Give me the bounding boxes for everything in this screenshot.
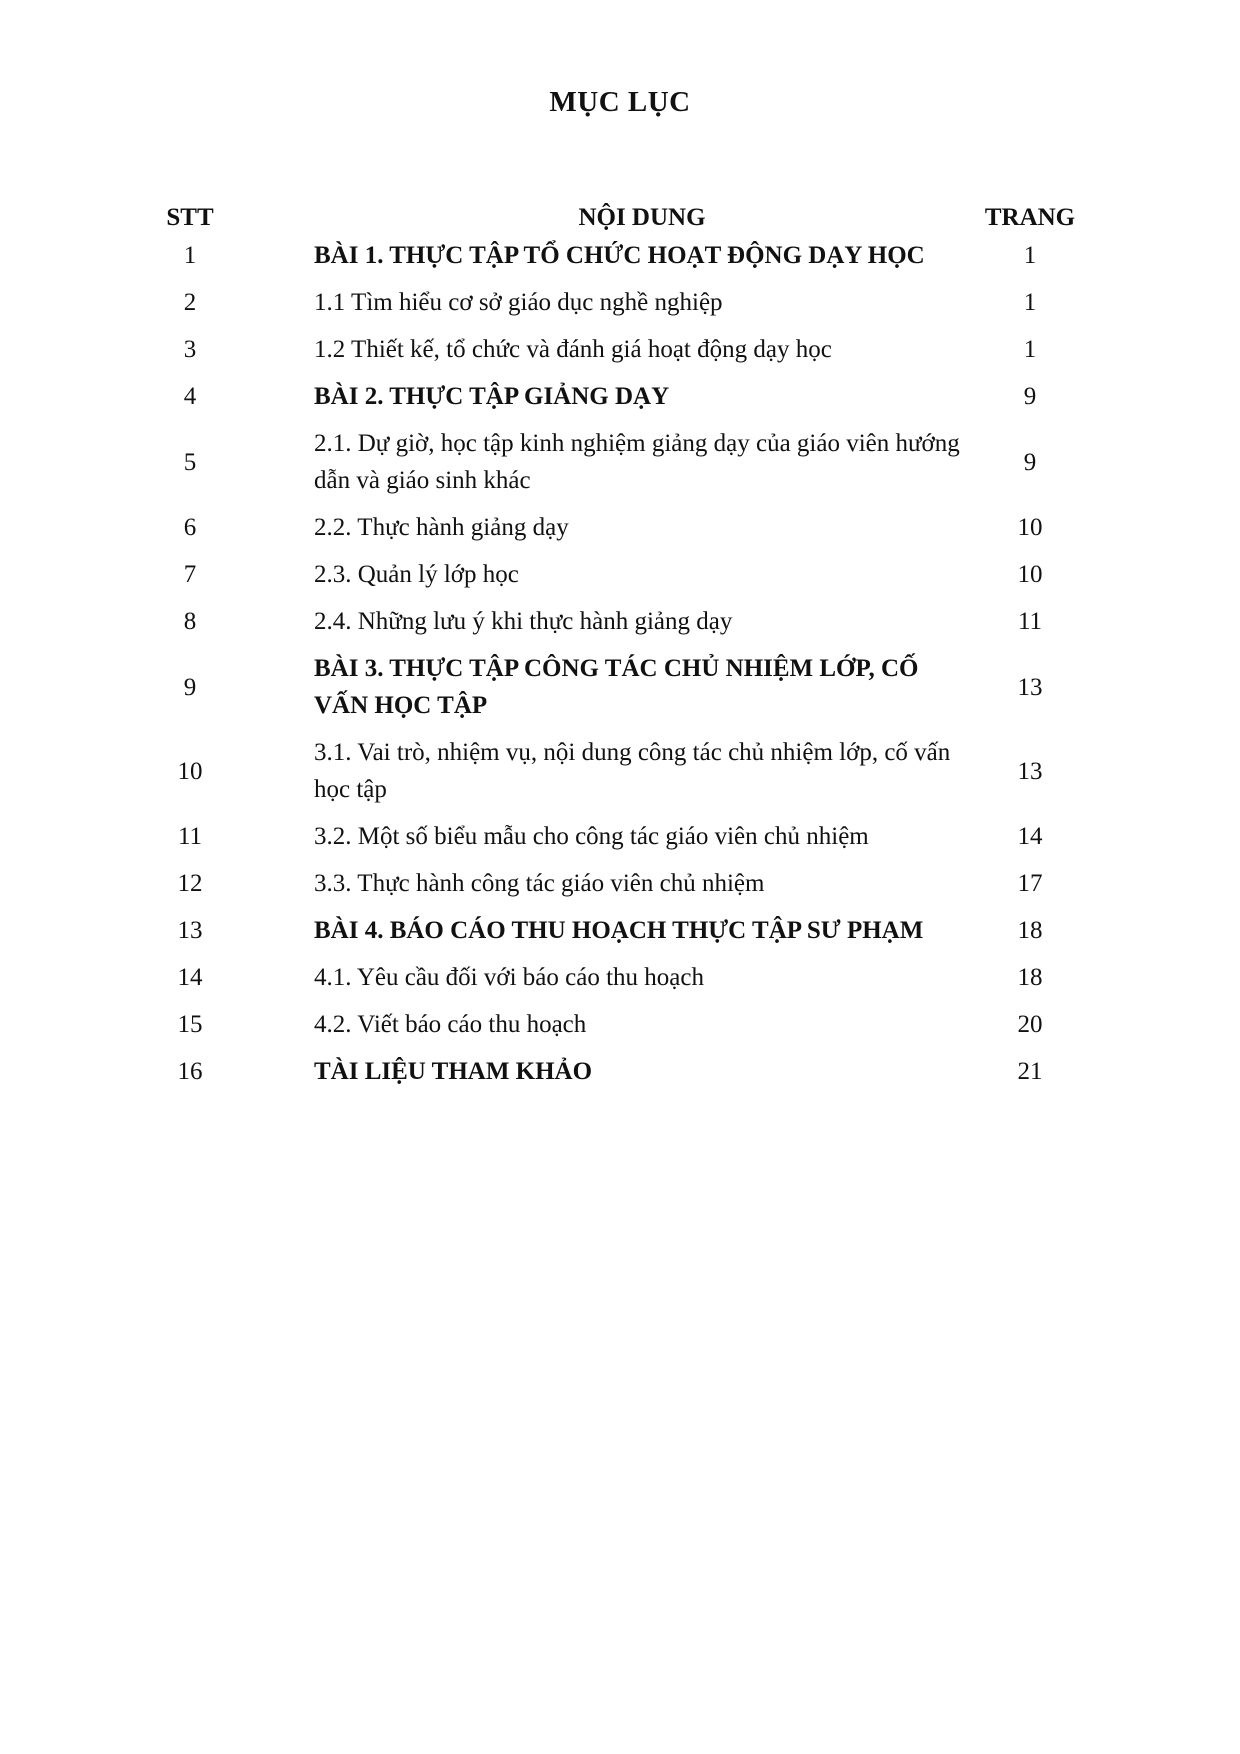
- row-content: BÀI 4. BÁO CÁO THU HOẠCH THỰC TẬP SƯ PHẠM: [314, 917, 924, 944]
- row-page: 18: [1017, 917, 1043, 944]
- toc-row: [150, 729, 1090, 813]
- header-stt: STT: [166, 204, 214, 231]
- row-stt: 11: [177, 823, 203, 850]
- row-content: TÀI LIỆU THAM KHẢO: [314, 1058, 593, 1085]
- row-content: 4.1. Yêu cầu đối với báo cáo thu hoạch: [314, 964, 704, 991]
- toc-row: [150, 1048, 1090, 1095]
- toc-row: [150, 326, 1090, 373]
- row-stt: 9: [183, 673, 197, 701]
- row-content: 3.2. Một số biểu mẫu cho công tác giáo viên chủ nhiệm: [314, 823, 869, 850]
- row-content: 3.3. Thực hành công tác giáo viên chủ nhiệm: [314, 870, 765, 897]
- row-stt: 4: [183, 383, 197, 410]
- row-content: 2.1. Dự giờ, học tập kinh nghiệm giảng dạy của giáo viên hướng dẫn và giáo sinh khác: [314, 430, 960, 494]
- row-page: 14: [1017, 823, 1043, 850]
- header-content: NỘI DUNG: [578, 204, 706, 231]
- toc-row: [150, 373, 1090, 420]
- row-stt: 8: [183, 608, 197, 635]
- row-page: 18: [1017, 964, 1043, 991]
- row-stt: 13: [177, 917, 203, 944]
- row-page: 10: [1017, 514, 1043, 541]
- row-page: 13: [1017, 673, 1043, 701]
- row-stt: 15: [177, 1011, 203, 1038]
- toc-header-row: [150, 200, 1090, 232]
- row-page: 1: [1023, 242, 1037, 269]
- row-page: 13: [1017, 757, 1043, 785]
- row-stt: 10: [177, 757, 203, 785]
- row-page: 1: [1023, 336, 1037, 363]
- toc-row: [150, 279, 1090, 326]
- row-stt: 1: [183, 242, 197, 269]
- toc-row: [150, 860, 1090, 907]
- row-stt: 3: [183, 336, 197, 363]
- row-stt: 14: [177, 964, 203, 991]
- row-content: 2.4. Những lưu ý khi thực hành giảng dạy: [314, 608, 733, 635]
- table-of-contents: [150, 200, 1090, 1095]
- row-page: 21: [1017, 1058, 1043, 1085]
- toc-row: [150, 1001, 1090, 1048]
- toc-row: [150, 907, 1090, 954]
- row-content: BÀI 1. THỰC TẬP TỔ CHỨC HOẠT ĐỘNG DẠY HỌC: [314, 242, 925, 269]
- row-content: 1.2 Thiết kế, tổ chức và đánh giá hoạt động dạy học: [314, 336, 832, 363]
- row-page: 1: [1023, 289, 1037, 316]
- row-page: 11: [1017, 608, 1043, 635]
- row-content: 2.2. Thực hành giảng dạy: [314, 514, 569, 541]
- toc-row: [150, 645, 1090, 729]
- row-stt: 7: [183, 561, 197, 588]
- header-page: TRANG: [984, 204, 1076, 231]
- row-page: 20: [1017, 1011, 1043, 1038]
- row-stt: 12: [177, 870, 203, 897]
- toc-row: [150, 420, 1090, 504]
- row-stt: 5: [183, 448, 197, 476]
- row-stt: 2: [183, 289, 197, 316]
- row-content: BÀI 3. THỰC TẬP CÔNG TÁC CHỦ NHIỆM LỚP, CỐ VẤN HỌC TẬP: [314, 655, 919, 719]
- row-content: BÀI 2. THỰC TẬP GIẢNG DẠY: [314, 383, 670, 410]
- toc-row: [150, 598, 1090, 645]
- row-page: 10: [1017, 561, 1043, 588]
- row-stt: 16: [177, 1058, 203, 1085]
- row-stt: 6: [183, 514, 197, 541]
- toc-row: [150, 813, 1090, 860]
- row-content: 1.1 Tìm hiểu cơ sở giáo dục nghề nghiệp: [314, 289, 723, 316]
- toc-body: [150, 232, 1090, 1095]
- toc-row: [150, 504, 1090, 551]
- row-page: 17: [1017, 870, 1043, 897]
- toc-row: [150, 551, 1090, 598]
- row-page: 9: [1023, 448, 1037, 476]
- toc-row: [150, 954, 1090, 1001]
- page-title: MỤC LỤC: [549, 86, 691, 118]
- row-content: 2.3. Quản lý lớp học: [314, 561, 519, 588]
- row-content: 4.2. Viết báo cáo thu hoạch: [314, 1011, 587, 1038]
- row-page: 9: [1023, 383, 1037, 410]
- toc-row: [150, 232, 1090, 279]
- row-content: 3.1. Vai trò, nhiệm vụ, nội dung công tác chủ nhiệm lớp, cố vấn học tập: [314, 739, 951, 803]
